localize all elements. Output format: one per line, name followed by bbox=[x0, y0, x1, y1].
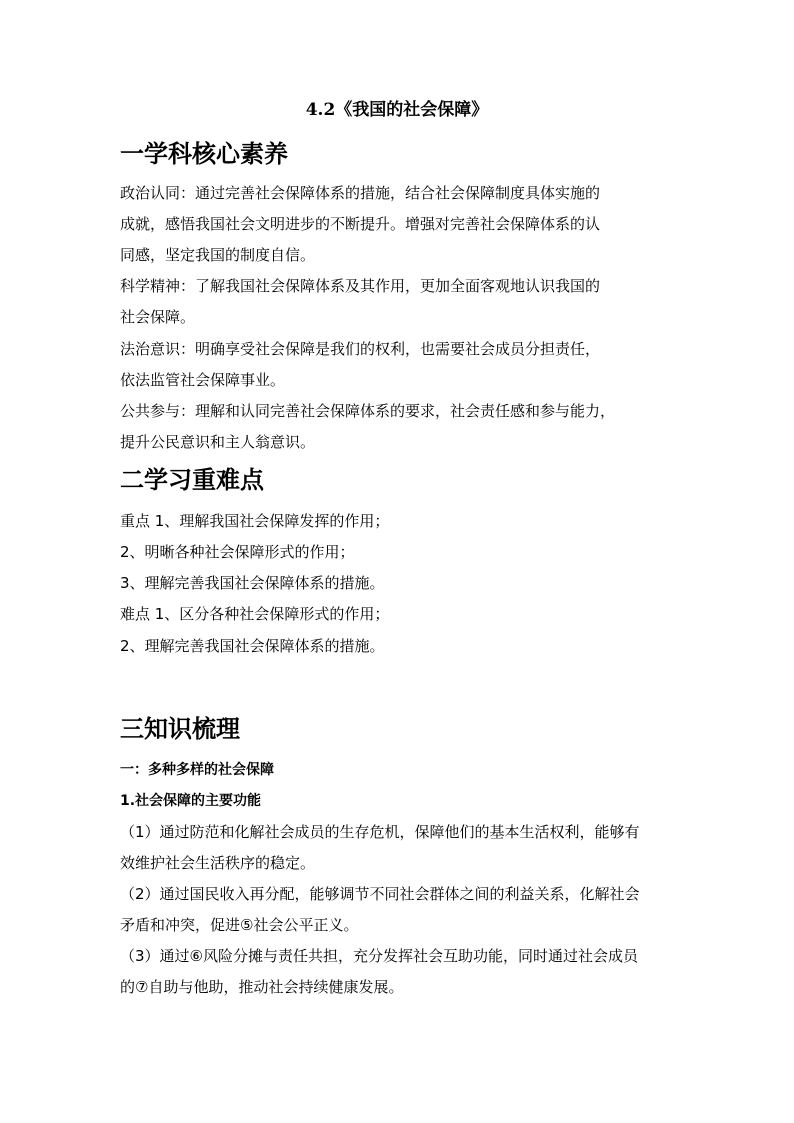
paragraph-line: 科学精神：了解我国社会保障体系及其作用，更加全面客观地认识我国的 bbox=[120, 277, 601, 295]
document-title: 4.2《我国的社会保障》 bbox=[305, 100, 489, 120]
list-item: 3、理解完善我国社会保障体系的措施。 bbox=[120, 574, 385, 592]
paragraph-line: （1）通过防范和化解社会成员的生存危机，保障他们的基本生活权利，能够有 bbox=[120, 823, 640, 841]
paragraph-line: 效维护社会生活秩序的稳定。 bbox=[120, 854, 316, 872]
paragraph-line: （2）通过国民收入再分配，能够调节不同社会群体之间的利益关系，化解社会 bbox=[120, 885, 640, 903]
paragraph-line: 提升公民意识和主人翁意识。 bbox=[120, 433, 316, 451]
list-item: 难点 1、区分各种社会保障形式的作用； bbox=[120, 605, 390, 623]
paragraph-line: 矛盾和冲突，促进⑤社会公平正义。 bbox=[120, 916, 359, 934]
paragraph-line: 同感，坚定我国的制度自信。 bbox=[120, 246, 316, 264]
section-heading-core-literacy: 一学科核心素养 bbox=[120, 140, 288, 168]
paragraph-line: 依法监管社会保障事业。 bbox=[120, 371, 286, 389]
list-item: 2、明晰各种社会保障形式的作用； bbox=[120, 543, 355, 561]
paragraph-line: 社会保障。 bbox=[120, 308, 196, 326]
list-item: 2、理解完善我国社会保障体系的措施。 bbox=[120, 637, 385, 655]
paragraph-line: 法治意识：明确享受社会保障是我们的权利，也需要社会成员分担责任， bbox=[120, 340, 601, 358]
paragraph-line: 成就，感悟我国社会文明进步的不断提升。增强对完善社会保障体系的认 bbox=[120, 215, 601, 233]
subsubheading: 1.社会保障的主要功能 bbox=[120, 793, 262, 809]
paragraph-line: 政治认同：通过完善社会保障体系的措施，结合社会保障制度具体实施的 bbox=[120, 184, 601, 202]
paragraph-line: （3）通过⑥风险分摊与责任共担，充分发挥社会互助功能，同时通过社会成员 bbox=[120, 947, 638, 965]
section-heading-knowledge: 三知识梳理 bbox=[120, 715, 240, 743]
paragraph-line: 的⑦自助与他助，推动社会持续健康发展。 bbox=[120, 978, 404, 996]
section-heading-key-points: 二学习重难点 bbox=[120, 466, 264, 494]
paragraph-line: 公共参与：理解和认同完善社会保障体系的要求，社会责任感和参与能力， bbox=[120, 402, 616, 420]
list-item: 重点 1、理解我国社会保障发挥的作用； bbox=[120, 512, 390, 530]
subheading: 一：多种多样的社会保障 bbox=[120, 762, 274, 778]
